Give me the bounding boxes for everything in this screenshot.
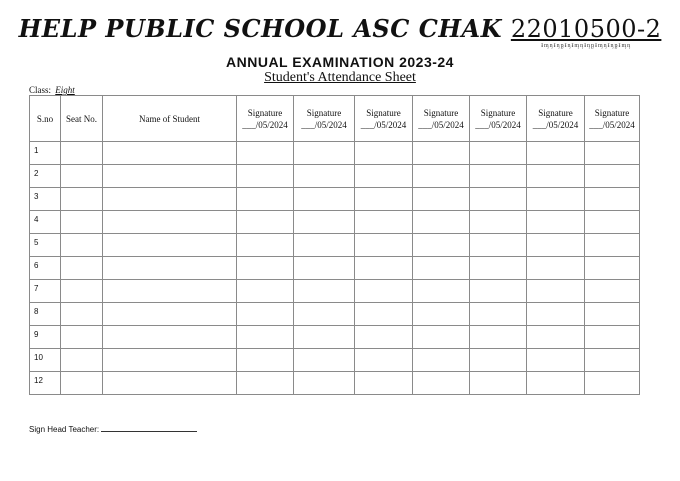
empty-cell xyxy=(294,326,355,349)
empty-cell xyxy=(294,280,355,303)
empty-cell xyxy=(527,257,585,280)
empty-cell xyxy=(470,234,527,257)
empty-cell xyxy=(527,165,585,188)
row-serial-number: 5 xyxy=(30,234,61,257)
table-row xyxy=(30,211,640,234)
header-signature xyxy=(355,96,413,142)
empty-cell xyxy=(527,372,585,395)
empty-cell xyxy=(294,234,355,257)
empty-cell xyxy=(413,234,470,257)
table-row xyxy=(30,326,640,349)
attendance-table xyxy=(29,95,640,395)
empty-cell xyxy=(355,280,413,303)
row-serial-number: 9 xyxy=(30,326,61,349)
table-row xyxy=(30,188,640,211)
signature-label: Signature xyxy=(480,107,516,118)
empty-cell xyxy=(355,142,413,165)
row-serial-number: 3 xyxy=(30,188,61,211)
signature-date: ___/05/2024 xyxy=(242,119,288,130)
school-code xyxy=(510,15,662,49)
header-signature xyxy=(237,96,294,142)
empty-cell xyxy=(413,142,470,165)
header-signature xyxy=(470,96,527,142)
empty-cell xyxy=(61,372,103,395)
empty-cell xyxy=(413,165,470,188)
row-serial-number: 10 xyxy=(30,349,61,372)
table-row xyxy=(30,257,640,280)
empty-cell xyxy=(103,188,237,211)
empty-cell xyxy=(585,188,640,211)
empty-cell xyxy=(61,280,103,303)
empty-cell xyxy=(103,326,237,349)
table-row xyxy=(30,234,640,257)
empty-cell xyxy=(585,349,640,372)
empty-cell xyxy=(294,211,355,234)
header-signature xyxy=(585,96,640,142)
table-row xyxy=(30,349,640,372)
signature-date: ___/05/2024 xyxy=(532,119,579,130)
empty-cell xyxy=(237,211,294,234)
signature-date: ___/05/2024 xyxy=(301,119,347,130)
code-underlay: ᵻᶆᶇᵻᶇᶈᵻᶇᵻᶆᶇᵻᶇᶈᵻᶆᶇᵻᶇᶈᵻᶆᶇ xyxy=(541,43,632,49)
empty-cell xyxy=(470,326,527,349)
empty-cell xyxy=(413,349,470,372)
empty-cell xyxy=(585,280,640,303)
signature-label: Signature xyxy=(366,107,401,118)
empty-cell xyxy=(294,303,355,326)
empty-cell xyxy=(103,142,237,165)
empty-cell xyxy=(527,211,585,234)
empty-cell xyxy=(294,349,355,372)
empty-cell xyxy=(585,303,640,326)
header-signature xyxy=(527,96,585,142)
empty-cell xyxy=(237,165,294,188)
sign-label: Sign Head Teacher: xyxy=(29,425,100,434)
empty-cell xyxy=(355,372,413,395)
empty-cell xyxy=(61,349,103,372)
table-row xyxy=(30,165,640,188)
row-serial-number: 1 xyxy=(30,142,61,165)
empty-cell xyxy=(61,211,103,234)
empty-cell xyxy=(527,142,585,165)
empty-cell xyxy=(413,326,470,349)
table-row xyxy=(30,280,640,303)
signature-label: Signature xyxy=(538,107,573,118)
empty-cell xyxy=(413,372,470,395)
empty-cell xyxy=(294,165,355,188)
empty-cell xyxy=(237,349,294,372)
empty-cell xyxy=(413,188,470,211)
empty-cell xyxy=(237,280,294,303)
empty-cell xyxy=(237,372,294,395)
empty-cell xyxy=(355,326,413,349)
empty-cell xyxy=(61,257,103,280)
empty-cell xyxy=(103,303,237,326)
table-header-row xyxy=(30,96,640,142)
class-line xyxy=(29,85,75,95)
empty-cell xyxy=(237,326,294,349)
empty-cell xyxy=(103,349,237,372)
empty-cell xyxy=(527,303,585,326)
empty-cell xyxy=(470,165,527,188)
class-value: Eight xyxy=(55,85,75,95)
empty-cell xyxy=(237,234,294,257)
class-label: Class: xyxy=(29,85,52,95)
empty-cell xyxy=(103,211,237,234)
empty-cell xyxy=(103,257,237,280)
empty-cell xyxy=(470,188,527,211)
row-serial-number: 7 xyxy=(30,280,61,303)
empty-cell xyxy=(355,303,413,326)
table-row xyxy=(30,303,640,326)
header-signature xyxy=(294,96,355,142)
empty-cell xyxy=(61,326,103,349)
header-signature xyxy=(413,96,470,142)
empty-cell xyxy=(585,257,640,280)
empty-cell xyxy=(355,257,413,280)
row-serial-number: 12 xyxy=(30,372,61,395)
empty-cell xyxy=(355,165,413,188)
empty-cell xyxy=(355,349,413,372)
header-sno: S.no xyxy=(30,96,61,142)
empty-cell xyxy=(585,234,640,257)
row-serial-number: 6 xyxy=(30,257,61,280)
empty-cell xyxy=(527,326,585,349)
empty-cell xyxy=(294,188,355,211)
empty-cell xyxy=(470,303,527,326)
signature-label: Signature xyxy=(247,107,283,118)
row-serial-number: 4 xyxy=(30,211,61,234)
empty-cell xyxy=(413,303,470,326)
empty-cell xyxy=(470,349,527,372)
empty-cell xyxy=(527,234,585,257)
empty-cell xyxy=(585,165,640,188)
header-seat-no: Seat No. xyxy=(61,96,103,142)
table-row xyxy=(30,142,640,165)
sheet-title: Student's Attendance Sheet xyxy=(264,70,416,85)
signature-label: Signature xyxy=(423,107,459,118)
empty-cell xyxy=(294,142,355,165)
table-row xyxy=(30,372,640,395)
school-title xyxy=(0,14,680,49)
empty-cell xyxy=(413,280,470,303)
school-code-text: 22010500-2 xyxy=(510,15,662,43)
empty-cell xyxy=(237,188,294,211)
empty-cell xyxy=(585,372,640,395)
empty-cell xyxy=(61,188,103,211)
empty-cell xyxy=(470,211,527,234)
empty-cell xyxy=(527,349,585,372)
empty-cell xyxy=(61,234,103,257)
signature-date: ___/05/2024 xyxy=(418,119,464,130)
header-student-name: Name of Student xyxy=(103,96,237,142)
empty-cell xyxy=(61,303,103,326)
signature-date: ___/05/2024 xyxy=(589,119,635,130)
empty-cell xyxy=(413,211,470,234)
empty-cell xyxy=(527,280,585,303)
empty-cell xyxy=(585,326,640,349)
exam-title: ANNUAL EXAMINATION 2023-24 xyxy=(226,54,454,70)
empty-cell xyxy=(355,188,413,211)
empty-cell xyxy=(470,257,527,280)
school-name: HELP PUBLIC SCHOOL ASC CHAK xyxy=(18,14,502,43)
empty-cell xyxy=(413,257,470,280)
signature-date: ___/05/2024 xyxy=(475,119,521,130)
empty-cell xyxy=(103,372,237,395)
row-serial-number: 8 xyxy=(30,303,61,326)
signature-label: Signature xyxy=(594,107,630,118)
empty-cell xyxy=(470,280,527,303)
empty-cell xyxy=(61,142,103,165)
empty-cell xyxy=(470,142,527,165)
signature-date: ___/05/2024 xyxy=(360,119,407,130)
signature-blank xyxy=(101,423,197,432)
empty-cell xyxy=(527,188,585,211)
row-serial-number: 2 xyxy=(30,165,61,188)
empty-cell xyxy=(237,257,294,280)
empty-cell xyxy=(355,211,413,234)
empty-cell xyxy=(355,234,413,257)
signature-label: Signature xyxy=(306,107,342,118)
empty-cell xyxy=(294,257,355,280)
empty-cell xyxy=(103,165,237,188)
empty-cell xyxy=(585,142,640,165)
empty-cell xyxy=(103,234,237,257)
empty-cell xyxy=(294,372,355,395)
head-teacher-signature xyxy=(29,423,197,434)
empty-cell xyxy=(237,142,294,165)
empty-cell xyxy=(237,303,294,326)
empty-cell xyxy=(61,165,103,188)
empty-cell xyxy=(585,211,640,234)
empty-cell xyxy=(103,280,237,303)
empty-cell xyxy=(470,372,527,395)
